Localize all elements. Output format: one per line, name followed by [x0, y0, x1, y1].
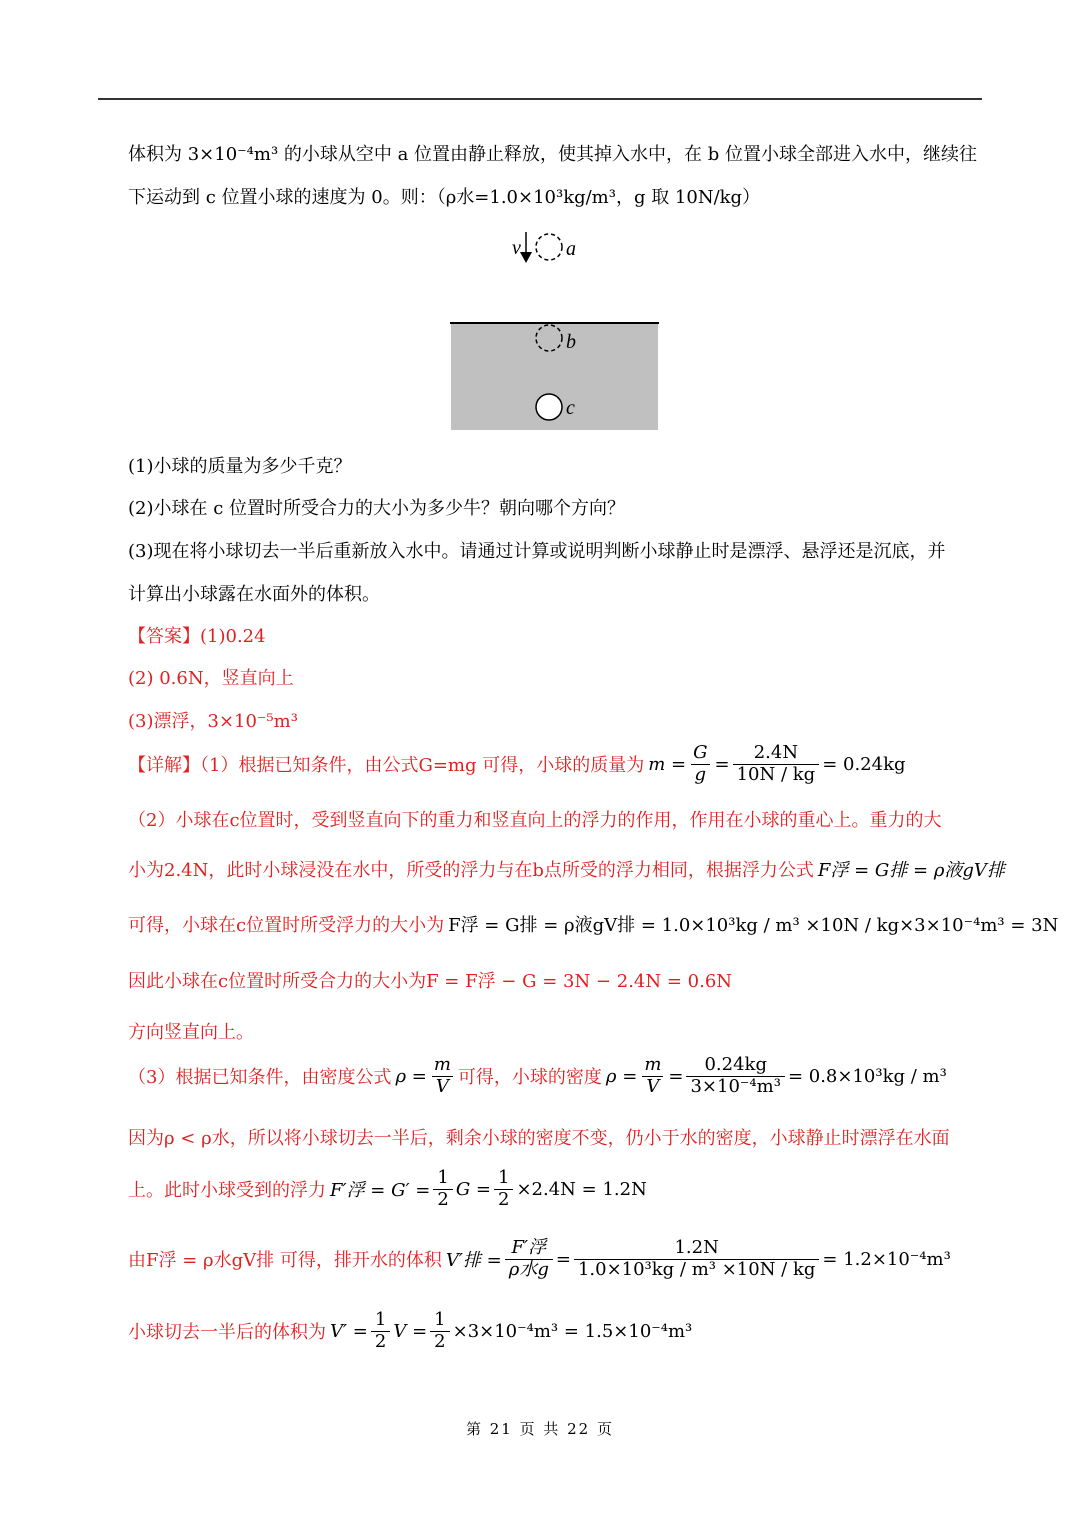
answer-3: (3)漂浮，3×10⁻⁵m³: [128, 711, 298, 732]
label-v: v: [512, 237, 521, 259]
page-footer: 第 21 页 共 22 页: [465, 1420, 614, 1438]
ball-position-c: [536, 394, 562, 420]
answer-2: (2) 0.6N，竖直向上: [128, 668, 294, 689]
detail-3-line-4: 由F浮 = ρ水gV排 可得，排开水的体积 V′排 = $\frac{\text{F′浮}}{\text{ρ水g}}$ = $\frac{1.2N}{\text{1.0×10³kg / m³ ×10N / kg}}$ = 1.2×10⁻⁴m³: [128, 1237, 951, 1280]
detail-2-line-1: （2）小球在c位置时，受到竖直向下的重力和竖直向上的浮力的作用，作用在小球的重心上。重力的大: [128, 810, 942, 831]
answer-1: 【答案】(1)0.24: [128, 626, 266, 647]
detail-3-line-2: 因为ρ < ρ水，所以将小球切去一半后，剩余小球的密度不变，仍小于水的密度，小球静止时漂浮在水面: [128, 1128, 950, 1149]
label-b: b: [566, 331, 576, 353]
detail-1-formula: m = $\frac{G}{g}$ = $\frac{2.4N}{10N / kg}$ = 0.24kg: [648, 742, 906, 785]
fraction-weight-over-g: $\frac{2.4N}{10N / kg}$: [733, 743, 820, 785]
label-a: a: [566, 238, 576, 260]
detail-3-line-3: 上。此时小球受到的浮力 F′浮 = G′ = $\frac{1}{2}$ G = $\frac{1}{2}$ ×2.4N = 1.2N: [128, 1167, 647, 1210]
ball-position-a: [536, 234, 562, 260]
label-c: c: [566, 397, 575, 419]
problem-line-2: 下运动到 c 位置小球的速度为 0。则：（ρ水=1.0×10³kg/m³，g 取 10N/kg）: [128, 187, 761, 208]
ball-position-b: [536, 325, 562, 351]
detail-2-line-5: 方向竖直向上。: [128, 1022, 254, 1043]
fraction-g-over-g: $\frac{G}{g}$: [689, 743, 711, 785]
velocity-arrow: [520, 232, 532, 263]
mass-symbol: m =: [648, 753, 687, 775]
question-1: (1)小球的质量为多少千克？: [128, 456, 352, 477]
detail-2-line-2: 小为2.4N，此时小球浸没在水中，所受的浮力与在b点所受的浮力相同，根据浮力公式 F浮 = G排 = ρ液gV排: [128, 860, 1005, 881]
fraction-density: $\frac{m}{V}$: [433, 1054, 451, 1097]
detail-2-line-4: 因此小球在c位置时所受合力的大小为F = F浮 − G = 3N − 2.4N = 0.6N: [128, 971, 733, 992]
detail-3-line-1: （3）根据已知条件，由密度公式 ρ = $\frac{m}{V}$ 可得，小球的密度 ρ = $\frac{m}{V}$ = $\frac{0.24kg}{\text{3×10⁻⁴m³}}$ = 0.8×10³kg / m³: [128, 1054, 947, 1097]
question-3: (3)现在将小球切去一半后重新放入水中。请通过计算或说明判断小球静止时是漂浮、悬浮还是沉底，并: [128, 541, 946, 562]
question-2: (2)小球在 c 位置时所受合力的大小为多少牛？朝向哪个方向？: [128, 498, 626, 519]
detail-2-line-3: 可得，小球在c位置时所受浮力的大小为 F浮 = G排 = ρ液gV排 = 1.0×10³kg / m³ ×10N / kg×3×10⁻⁴m³ = 3N: [128, 915, 1059, 936]
detail-3-line-5: 小球切去一半后的体积为 V′ = $\frac{1}{2}$ V = $\frac{1}{2}$ ×3×10⁻⁴m³ = 1.5×10⁻⁴m³: [128, 1309, 693, 1352]
detail-1-text: 【详解】（1）根据已知条件，由公式G=mg 可得，小球的质量为: [128, 755, 645, 777]
question-3-cont: 计算出小球露在水面外的体积。: [128, 584, 380, 605]
detail-1: [128, 743, 982, 785]
problem-line-1: 体积为 3×10⁻⁴m³ 的小球从空中 a 位置由静止释放，使其掉入水中，在 b 位置小球全部进入水中，继续往: [128, 144, 978, 165]
ball-water-figure: [0, 0, 1080, 440]
